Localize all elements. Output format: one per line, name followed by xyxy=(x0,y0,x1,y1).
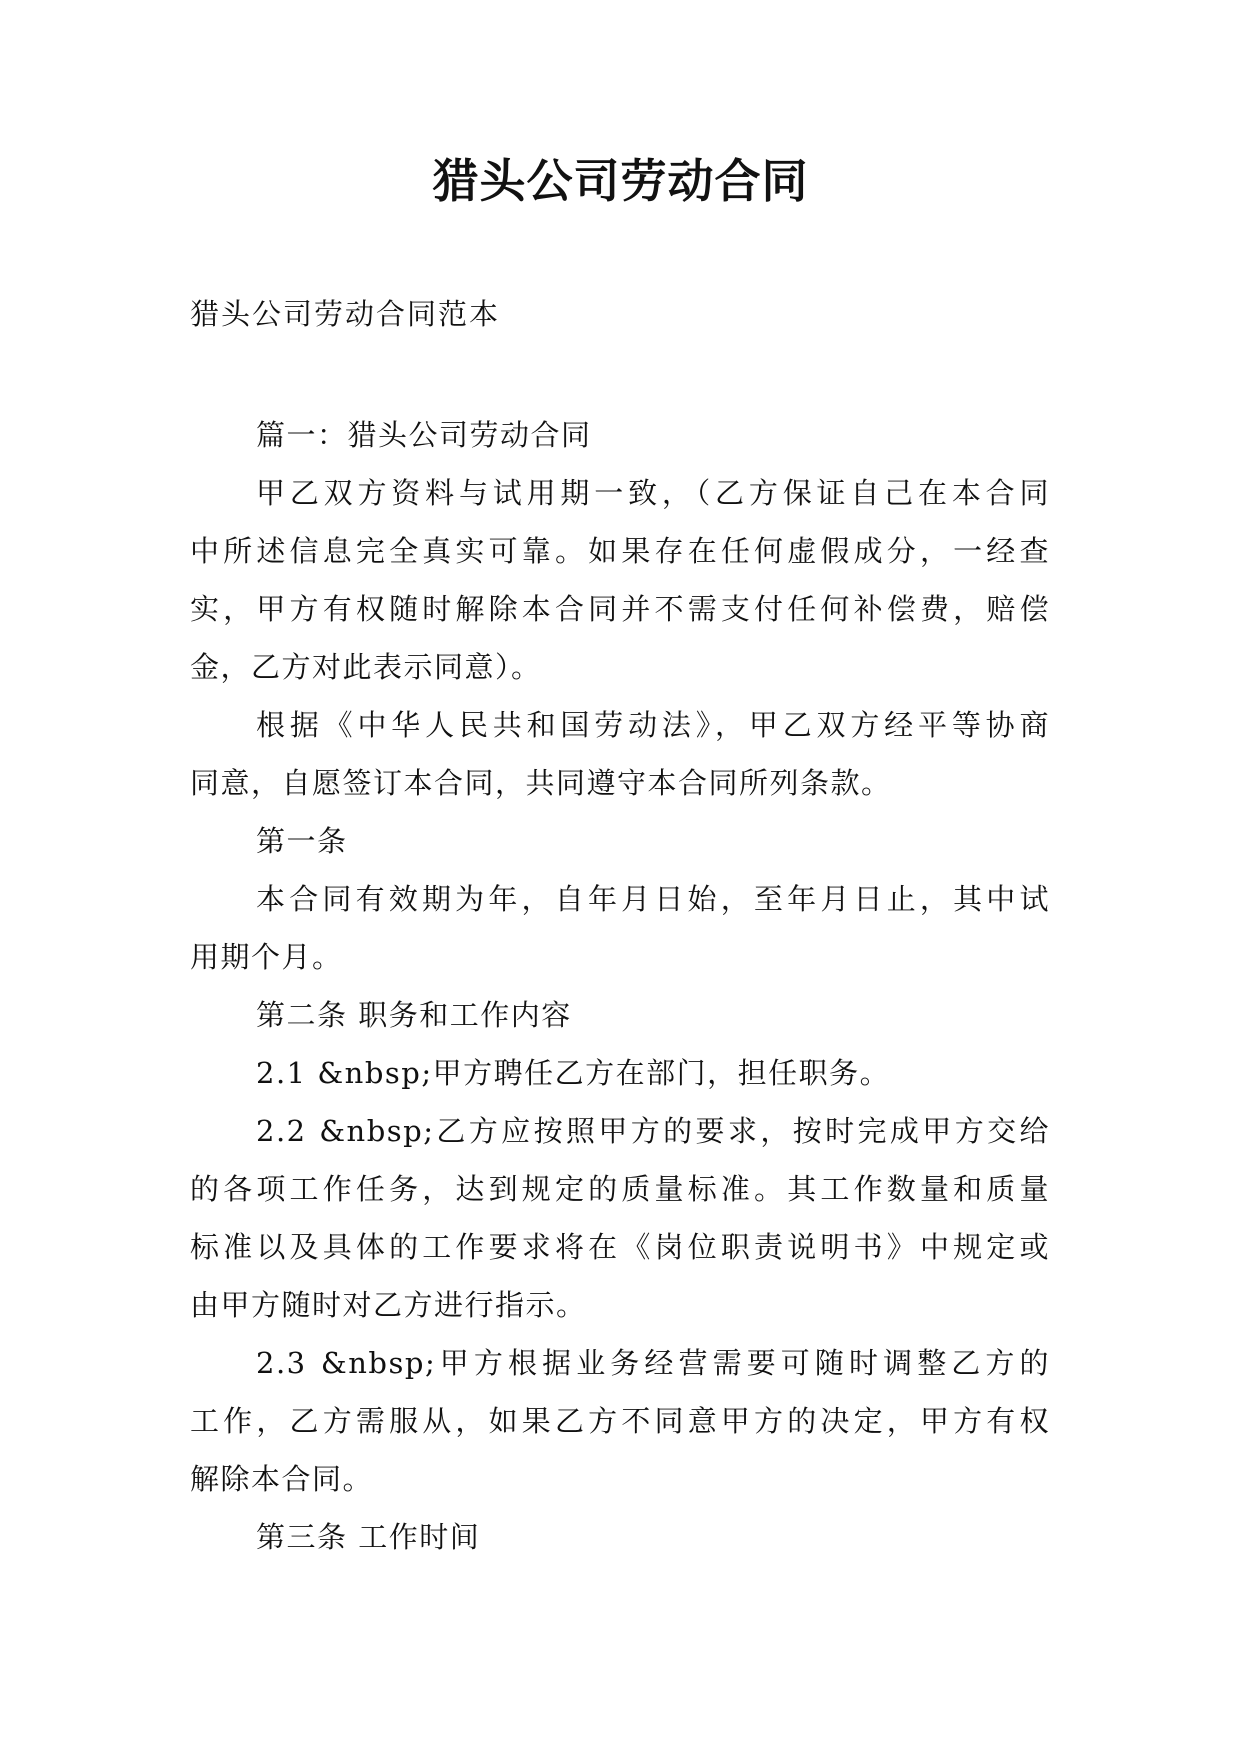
text-line: 2.3 &nbsp;甲方根据业务经营需要可随时调整乙方的 xyxy=(256,1346,1050,1380)
text-line: 工作，乙方需服从，如果乙方不同意甲方的决定，甲方有权 xyxy=(190,1404,1050,1438)
text-line: 本合同有效期为年，自年月日始，至年月日止，其中试 xyxy=(256,882,1050,916)
document-title: 猎头公司劳动合同 xyxy=(432,154,809,208)
text-line: 甲乙双方资料与试用期一致，（乙方保证自己在本合同 xyxy=(256,476,1050,510)
text-line: 2.2 &nbsp;乙方应按照甲方的要求，按时完成甲方交给 xyxy=(256,1114,1050,1148)
text-line: 实，甲方有权随时解除本合同并不需支付任何补偿费，赔偿 xyxy=(190,592,1050,626)
document-subtitle: 猎头公司劳动合同范本 xyxy=(190,297,501,331)
text-line: 用期个月。 xyxy=(190,940,343,974)
text-line: 金，乙方对此表示同意）。 xyxy=(190,650,542,684)
text-line: 中所述信息完全真实可靠。如果存在任何虚假成分，一经查 xyxy=(190,534,1050,568)
text-line: 根据《中华人民共和国劳动法》，甲乙双方经平等协商 xyxy=(256,708,1050,742)
text-line: 2.1 &nbsp;甲方聘任乙方在部门，担任职务。 xyxy=(256,1056,891,1090)
article-heading: 第三条 工作时间 xyxy=(256,1520,481,1554)
text-line: 由甲方随时对乙方进行指示。 xyxy=(190,1288,587,1322)
text-line: 同意，自愿签订本合同，共同遵守本合同所列条款。 xyxy=(190,766,892,800)
text-line: 篇一：猎头公司劳动合同 xyxy=(256,418,592,452)
text-line: 解除本合同。 xyxy=(190,1462,374,1496)
article-heading: 第一条 xyxy=(256,824,348,858)
text-line: 标准以及具体的工作要求将在《岗位职责说明书》中规定或 xyxy=(190,1230,1050,1264)
document-body xyxy=(190,406,1050,1566)
text-line: 的各项工作任务，达到规定的质量标准。其工作数量和质量 xyxy=(190,1172,1050,1206)
article-heading: 第二条 职务和工作内容 xyxy=(256,998,572,1032)
